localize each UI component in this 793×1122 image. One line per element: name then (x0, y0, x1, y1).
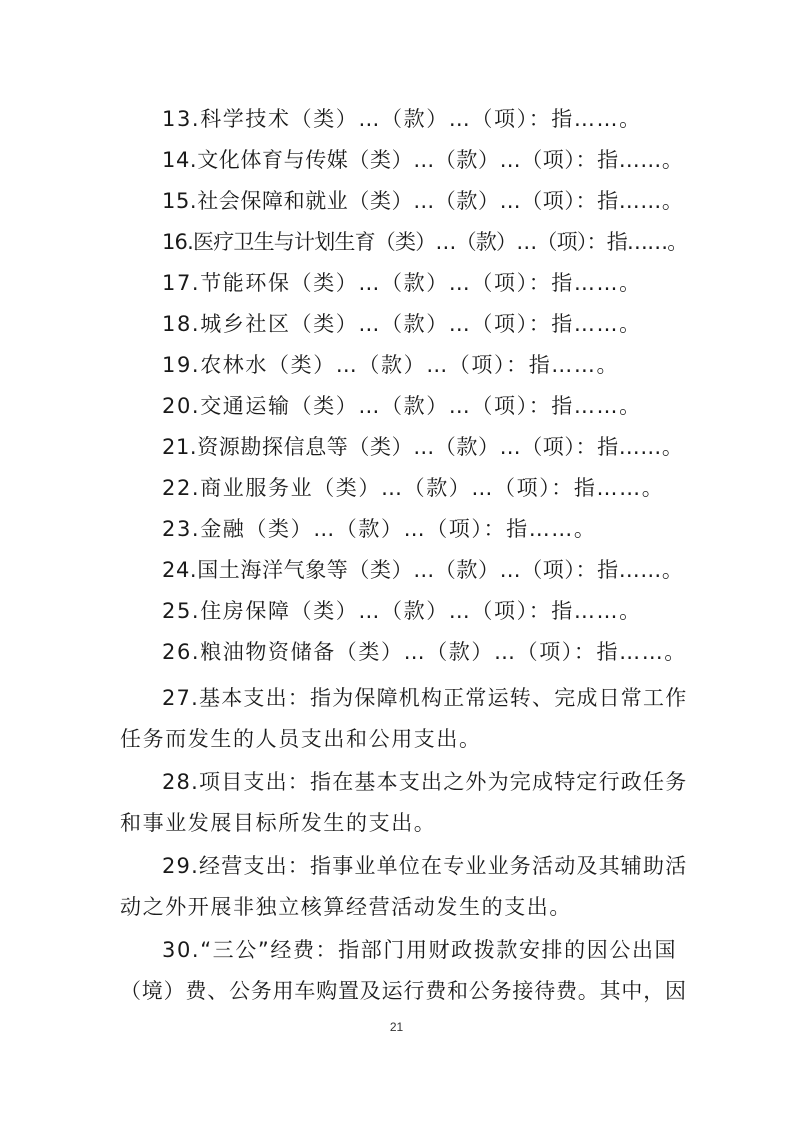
item-17: 17.节能环保（类）…（款）…（项）：指……。 (162, 271, 642, 295)
definition-30-line-1: 30.“三公”经费：指部门用财政拨款安排的因公出国 (162, 938, 678, 962)
item-20: 20.交通运输（类）…（款）…（项）：指……。 (162, 394, 642, 418)
item-14: 14.文化体育与传媒（类）…（款）…（项）：指……。 (162, 148, 684, 172)
item-23: 23.金融（类）…（款）…（项）：指……。 (162, 517, 597, 541)
item-19: 19.农林水（类）…（款）…（项）：指……。 (162, 353, 620, 377)
item-26: 26.粮油物资储备（类）…（款）…（项）：指……。 (162, 640, 687, 664)
definition-28-line-2: 和事业发展目标所发生的支出。 (120, 811, 437, 835)
item-25: 25.住房保障（类）…（款）…（项）：指……。 (162, 599, 642, 623)
item-24: 24.国土海洋气象等（类）…（款）…（项）：指……。 (162, 558, 684, 582)
definition-30-line-2: （境）费、公务用车购置及运行费和公务接待费。其中，因 (120, 979, 687, 1003)
item-13: 13.科学技术（类）…（款）…（项）：指……。 (162, 107, 642, 131)
page-number: 21 (389, 1020, 404, 1034)
item-16: 16.医疗卫生与计划生育（类）…（款）…（项）：指……。 (162, 230, 688, 254)
definition-27-line-2: 任务而发生的人员支出和公用支出。 (120, 727, 482, 751)
item-22: 22.商业服务业（类）…（款）…（项）：指……。 (162, 476, 665, 500)
item-15: 15.社会保障和就业（类）…（款）…（项）：指……。 (162, 189, 684, 213)
item-21: 21.资源勘探信息等（类）…（款）…（项）：指……。 (162, 435, 684, 459)
item-18: 18.城乡社区（类）…（款）…（项）：指……。 (162, 312, 642, 336)
definition-27-line-1: 27.基本支出：指为保障机构正常运转、完成日常工作 (162, 686, 688, 710)
definition-29-line-2: 动之外开展非独立核算经营活动发生的支出。 (120, 895, 572, 919)
definition-29-line-1: 29.经营支出：指事业单位在专业业务活动及其辅助活 (162, 854, 688, 878)
definition-28-line-1: 28.项目支出：指在基本支出之外为完成特定行政任务 (162, 770, 688, 794)
